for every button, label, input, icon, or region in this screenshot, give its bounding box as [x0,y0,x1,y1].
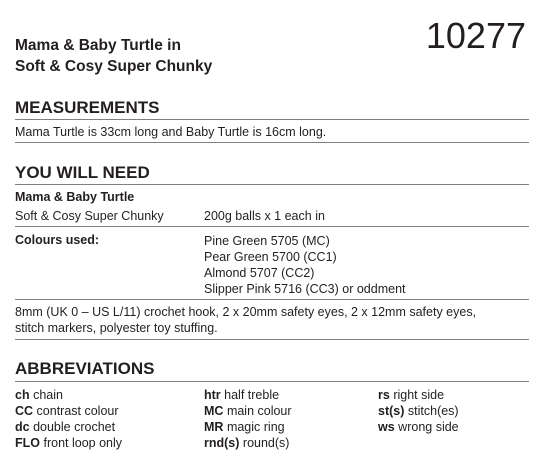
abbreviation-term: CC [15,404,34,418]
abbreviation-meaning: front loop only [43,436,123,450]
measurements-text: Mama Turtle is 33cm long and Baby Turtle is 16cm long. [15,125,327,139]
abbreviation-term: htr [204,388,221,402]
yarn-divider [15,226,529,227]
abbreviation-item [204,435,292,451]
you-will-need-divider [15,184,529,185]
abbreviation-term: MC [204,404,224,418]
abbreviation-item [378,403,459,419]
abbreviation-item [204,419,292,435]
colour-item: Pear Green 5700 (CC1) [204,250,337,264]
abbreviation-meaning: contrast colour [36,404,119,418]
yarn-amount: 200g balls x 1 each in [204,209,325,223]
abbreviation-meaning: main colour [226,404,292,418]
project-subheading: Mama & Baby Turtle [15,190,135,204]
yarn-name: Soft & Cosy Super Chunky [15,209,164,223]
abbreviation-term: FLO [15,436,40,450]
abbreviation-meaning: half treble [224,388,280,402]
colour-item: Almond 5707 (CC2) [204,266,315,280]
abbreviations-heading: ABBREVIATIONS [15,359,155,378]
colour-list [204,233,406,297]
abbreviations-column-2 [204,387,292,451]
abbreviation-item [15,403,122,419]
abbreviation-term: rnd(s) [204,436,240,450]
abbreviation-term: ws [378,420,395,434]
abbreviation-item [378,387,459,403]
abbreviation-meaning: round(s) [242,436,290,450]
pattern-title [15,35,212,77]
abbreviation-term: MR [204,420,224,434]
abbreviation-item [204,403,292,419]
colour-item: Pine Green 5705 (MC) [204,234,330,248]
abbreviation-meaning: magic ring [226,420,285,434]
pattern-title-line-1: Mama & Baby Turtle in [15,37,181,54]
pattern-number: 10277 [425,15,526,56]
measurements-heading: MEASUREMENTS [15,98,160,117]
abbreviation-meaning: wrong side [398,420,459,434]
abbreviation-item [15,419,122,435]
abbreviation-meaning: right side [393,388,445,402]
colours-label: Colours used: [15,233,100,247]
abbreviations-column-1 [15,387,122,451]
extras-divider [15,339,529,340]
you-will-need-heading: YOU WILL NEED [15,163,150,182]
abbreviation-item [15,435,122,451]
pattern-title-line-2: Soft & Cosy Super Chunky [15,58,213,75]
abbreviation-item [378,419,459,435]
abbreviations-column-3 [378,387,459,435]
abbreviation-term: ch [15,388,30,402]
measurements-bottom-divider [15,142,529,143]
abbreviation-term: st(s) [378,404,405,418]
measurements-divider [15,119,529,120]
abbreviation-term: dc [15,420,30,434]
abbreviation-meaning: chain [33,388,63,402]
abbreviation-term: rs [378,388,390,402]
colours-divider [15,299,529,300]
abbreviation-meaning: double crochet [33,420,116,434]
abbreviations-divider [15,381,529,382]
abbreviation-item [15,387,122,403]
extras-line-1: 8mm (UK 0 – US L/11) crochet hook, 2 x 20mm safety eyes, 2 x 12mm safety eyes, [15,305,477,319]
extras-line-2: stitch markers, polyester toy stuffing. [15,321,218,335]
abbreviation-item [204,387,292,403]
abbreviation-meaning: stitch(es) [407,404,459,418]
colour-item: Slipper Pink 5716 (CC3) or oddment [204,282,406,296]
